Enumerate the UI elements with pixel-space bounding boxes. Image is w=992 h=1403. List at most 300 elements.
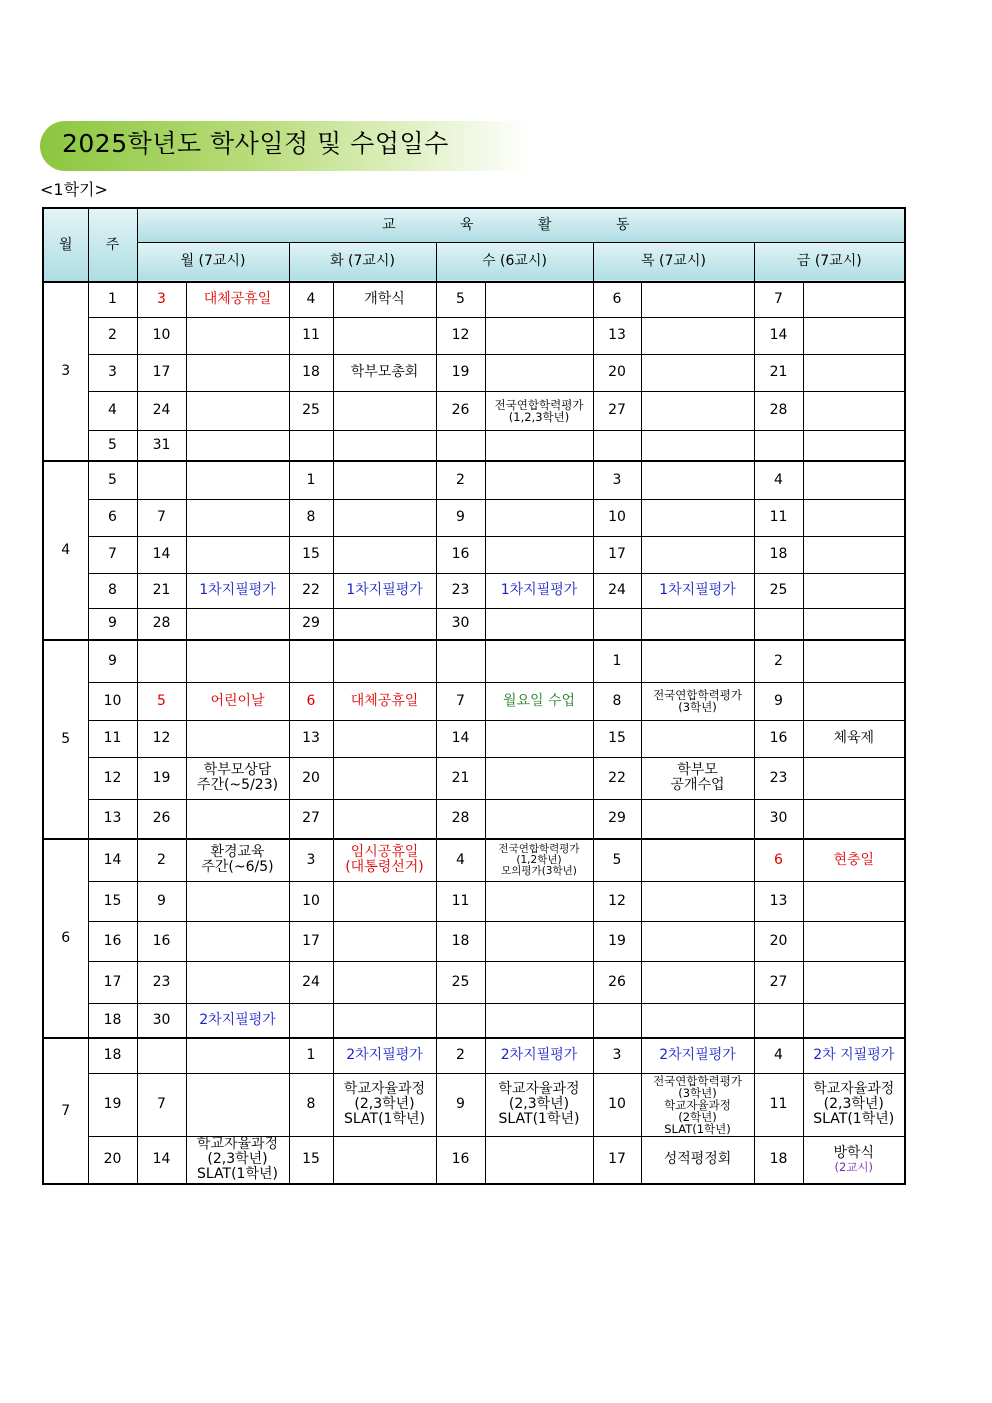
date-cell: 3	[137, 282, 186, 317]
event-cell	[641, 881, 754, 921]
date-cell	[593, 1003, 641, 1038]
event-cell	[186, 461, 289, 499]
date-cell: 3	[593, 1038, 641, 1073]
date-cell: 15	[289, 536, 333, 573]
event-cell	[333, 536, 436, 573]
event-cell	[803, 1136, 905, 1184]
header-day-wed: 수 (6교시)	[436, 242, 593, 282]
date-cell: 24	[593, 573, 641, 608]
week-cell: 2	[88, 317, 137, 354]
date-cell: 30	[137, 1003, 186, 1038]
date-cell: 10	[593, 1073, 641, 1136]
event-label: 성적평정회	[663, 1151, 732, 1168]
event-cell	[333, 720, 436, 757]
event-note: (2교시)	[834, 1160, 874, 1175]
event-label: 1차지필평가	[659, 582, 736, 598]
event-cell	[186, 682, 289, 720]
date-cell: 4	[436, 839, 485, 881]
event-cell	[333, 1003, 436, 1038]
event-cell	[641, 961, 754, 1003]
date-cell: 8	[593, 682, 641, 720]
event-cell	[333, 391, 436, 430]
table-row	[43, 354, 905, 391]
event-cell	[641, 430, 754, 461]
date-cell: 29	[593, 799, 641, 839]
event-label: 방학식	[833, 1145, 875, 1162]
date-cell: 30	[436, 608, 485, 640]
week-cell: 16	[88, 921, 137, 961]
event-cell	[641, 391, 754, 430]
date-cell: 11	[436, 881, 485, 921]
date-cell: 11	[754, 499, 803, 536]
week-cell: 19	[88, 1073, 137, 1136]
event-cell	[641, 720, 754, 757]
event-cell	[641, 499, 754, 536]
event-cell	[803, 640, 905, 682]
event-cell	[485, 640, 593, 682]
date-cell: 7	[754, 282, 803, 317]
table-row	[43, 921, 905, 961]
event-label: 전국연합학력평가 (1,2학년) 모의평가(3학년)	[498, 842, 580, 877]
date-cell	[754, 430, 803, 461]
event-label: 학교자율과정 (2,3학년) SLAT(1학년)	[498, 1081, 580, 1127]
week-cell: 3	[88, 354, 137, 391]
date-cell	[289, 1003, 333, 1038]
header-day-fri: 금 (7교시)	[754, 242, 905, 282]
date-cell: 7	[137, 1073, 186, 1136]
month-cell: 7	[43, 1038, 88, 1184]
date-cell: 20	[289, 757, 333, 799]
date-cell: 19	[593, 921, 641, 961]
date-cell: 28	[436, 799, 485, 839]
week-cell: 13	[88, 799, 137, 839]
event-cell	[803, 839, 905, 881]
date-cell: 5	[436, 282, 485, 317]
date-cell: 14	[754, 317, 803, 354]
event-cell	[485, 573, 593, 608]
event-label: 학교자율과정 (2,3학년) SLAT(1학년)	[343, 1081, 426, 1127]
week-cell: 6	[88, 499, 137, 536]
event-label: 전국연합학력평가 (1,2,3학년)	[494, 397, 584, 424]
date-cell: 16	[137, 921, 186, 961]
table-row	[43, 757, 905, 799]
event-cell	[485, 282, 593, 317]
event-cell	[186, 881, 289, 921]
event-cell	[803, 430, 905, 461]
date-cell	[754, 1003, 803, 1038]
event-cell	[485, 1038, 593, 1073]
table-row	[43, 1038, 905, 1073]
date-cell: 3	[593, 461, 641, 499]
semester-label: <1학기>	[40, 180, 108, 199]
table-row	[43, 430, 905, 461]
event-label: 월요일 수업	[502, 692, 576, 709]
header-month: 월	[43, 208, 88, 282]
event-cell	[803, 921, 905, 961]
date-cell: 12	[436, 317, 485, 354]
event-cell	[485, 757, 593, 799]
date-cell: 13	[754, 881, 803, 921]
date-cell: 2	[137, 839, 186, 881]
date-cell: 15	[289, 1136, 333, 1184]
event-cell	[803, 961, 905, 1003]
date-cell: 23	[436, 573, 485, 608]
header-week: 주	[88, 208, 137, 282]
event-cell	[641, 921, 754, 961]
date-cell	[754, 608, 803, 640]
event-cell	[186, 430, 289, 461]
table-row	[43, 1136, 905, 1184]
event-cell	[485, 499, 593, 536]
event-cell	[641, 640, 754, 682]
event-cell	[485, 682, 593, 720]
date-cell: 9	[137, 881, 186, 921]
date-cell: 1	[593, 640, 641, 682]
event-label: 2차지필평가	[659, 1047, 736, 1064]
date-cell	[289, 430, 333, 461]
event-cell	[485, 1136, 593, 1184]
date-cell	[593, 430, 641, 461]
date-cell: 2	[436, 461, 485, 499]
date-cell	[137, 640, 186, 682]
date-cell: 16	[754, 720, 803, 757]
event-cell	[803, 573, 905, 608]
event-cell	[641, 573, 754, 608]
event-cell	[333, 881, 436, 921]
table-row	[43, 961, 905, 1003]
date-cell: 8	[289, 1073, 333, 1136]
week-cell: 17	[88, 961, 137, 1003]
event-cell	[803, 354, 905, 391]
event-label: 대체공휴일	[350, 692, 419, 709]
date-cell: 16	[436, 1136, 485, 1184]
week-cell: 18	[88, 1003, 137, 1038]
date-cell: 4	[754, 1038, 803, 1073]
date-cell: 1	[289, 461, 333, 499]
date-cell: 13	[593, 317, 641, 354]
date-cell: 31	[137, 430, 186, 461]
table-row	[43, 499, 905, 536]
table-row	[43, 720, 905, 757]
date-cell: 18	[754, 536, 803, 573]
event-cell	[186, 1136, 289, 1184]
date-cell: 27	[593, 391, 641, 430]
event-cell	[333, 640, 436, 682]
date-cell: 17	[289, 921, 333, 961]
event-label: 2차지필평가	[199, 1011, 276, 1028]
event-cell	[641, 282, 754, 317]
event-cell	[803, 757, 905, 799]
date-cell: 24	[289, 961, 333, 1003]
event-cell	[803, 317, 905, 354]
event-cell	[803, 881, 905, 921]
table-row	[43, 461, 905, 499]
date-cell: 2	[436, 1038, 485, 1073]
month-cell: 5	[43, 640, 88, 839]
date-cell	[436, 1003, 485, 1038]
event-cell	[803, 461, 905, 499]
event-cell	[186, 720, 289, 757]
event-cell	[333, 1038, 436, 1073]
event-cell	[333, 317, 436, 354]
date-cell: 9	[754, 682, 803, 720]
event-cell	[186, 608, 289, 640]
date-cell: 5	[137, 682, 186, 720]
event-label: 1차지필평가	[199, 582, 276, 598]
header-activities-label: 교 육 활 동	[382, 216, 660, 233]
date-cell: 26	[137, 799, 186, 839]
date-cell: 21	[436, 757, 485, 799]
event-cell	[186, 317, 289, 354]
event-label: 2차지필평가	[500, 1047, 578, 1064]
week-cell: 20	[88, 1136, 137, 1184]
event-cell	[186, 282, 289, 317]
event-label: 2차 지필평가	[813, 1047, 895, 1064]
event-label: 전국연합학력평가 (3학년)	[653, 688, 742, 714]
date-cell: 17	[137, 354, 186, 391]
date-cell	[137, 1038, 186, 1073]
table-row	[43, 282, 905, 317]
date-cell: 11	[754, 1073, 803, 1136]
date-cell: 28	[137, 608, 186, 640]
event-cell	[333, 839, 436, 881]
event-label: 전국연합학력평가 (3학년) 학교자율과정 (2학년) SLAT(1학년)	[653, 1073, 742, 1136]
date-cell	[436, 430, 485, 461]
date-cell: 24	[137, 391, 186, 430]
table-row	[43, 1003, 905, 1038]
month-cell: 6	[43, 839, 88, 1038]
event-cell	[485, 608, 593, 640]
date-cell: 25	[289, 391, 333, 430]
event-cell	[803, 1073, 905, 1136]
event-cell	[186, 640, 289, 682]
event-cell	[485, 391, 593, 430]
date-cell: 29	[289, 608, 333, 640]
date-cell: 9	[436, 499, 485, 536]
event-cell	[641, 839, 754, 881]
date-cell: 18	[289, 354, 333, 391]
table-row	[43, 391, 905, 430]
date-cell	[289, 640, 333, 682]
week-cell: 5	[88, 430, 137, 461]
date-cell	[436, 640, 485, 682]
date-cell: 4	[754, 461, 803, 499]
event-cell	[803, 499, 905, 536]
week-cell: 14	[88, 839, 137, 881]
week-cell: 4	[88, 391, 137, 430]
date-cell: 2	[754, 640, 803, 682]
event-cell	[641, 1003, 754, 1038]
event-cell	[485, 430, 593, 461]
table-row	[43, 1073, 905, 1136]
date-cell: 19	[137, 757, 186, 799]
date-cell: 23	[137, 961, 186, 1003]
event-label: 학교자율과정 (2,3학년) SLAT(1학년)	[196, 1136, 279, 1183]
date-cell: 19	[436, 354, 485, 391]
event-label: 어린이날	[210, 692, 265, 709]
event-cell	[485, 354, 593, 391]
table-row	[43, 608, 905, 640]
event-cell	[333, 799, 436, 839]
event-label: 현충일	[833, 851, 875, 868]
event-cell	[186, 961, 289, 1003]
event-label: 개학식	[364, 291, 405, 308]
date-cell: 3	[289, 839, 333, 881]
event-cell	[186, 354, 289, 391]
event-cell	[485, 720, 593, 757]
table-row	[43, 536, 905, 573]
event-cell	[485, 1003, 593, 1038]
event-cell	[641, 608, 754, 640]
date-cell: 20	[593, 354, 641, 391]
event-cell	[803, 282, 905, 317]
event-cell	[333, 682, 436, 720]
table-row	[43, 839, 905, 881]
date-cell: 18	[754, 1136, 803, 1184]
date-cell: 18	[436, 921, 485, 961]
event-cell	[485, 799, 593, 839]
event-label: 1차지필평가	[346, 582, 423, 598]
event-cell	[641, 757, 754, 799]
table-row	[43, 881, 905, 921]
event-label: 학교자율과정 (2,3학년) SLAT(1학년)	[813, 1081, 895, 1127]
date-cell: 15	[593, 720, 641, 757]
event-cell	[186, 921, 289, 961]
event-label: 2차지필평가	[346, 1047, 423, 1064]
event-cell	[333, 282, 436, 317]
event-label: 학부모상담 주간(~5/23)	[196, 762, 279, 793]
date-cell: 12	[593, 881, 641, 921]
date-cell: 1	[289, 1038, 333, 1073]
event-cell	[333, 608, 436, 640]
date-cell: 14	[436, 720, 485, 757]
month-cell: 4	[43, 461, 88, 640]
week-cell: 9	[88, 608, 137, 640]
date-cell: 7	[436, 682, 485, 720]
date-cell: 26	[436, 391, 485, 430]
date-cell: 23	[754, 757, 803, 799]
event-cell	[485, 461, 593, 499]
date-cell: 7	[137, 499, 186, 536]
week-cell: 11	[88, 720, 137, 757]
event-cell	[186, 839, 289, 881]
date-cell: 6	[754, 839, 803, 881]
event-label: 환경교육 주간(~6/5)	[201, 844, 274, 876]
date-cell: 22	[593, 757, 641, 799]
event-cell	[333, 499, 436, 536]
event-cell	[485, 1073, 593, 1136]
date-cell	[137, 461, 186, 499]
event-cell	[485, 921, 593, 961]
date-cell: 17	[593, 536, 641, 573]
week-cell: 10	[88, 682, 137, 720]
table-row	[43, 573, 905, 608]
week-cell: 1	[88, 282, 137, 317]
event-cell	[803, 682, 905, 720]
event-cell	[333, 921, 436, 961]
event-cell	[803, 608, 905, 640]
month-cell: 3	[43, 282, 88, 461]
event-label: 1차지필평가	[500, 582, 578, 598]
date-cell: 17	[593, 1136, 641, 1184]
week-cell: 5	[88, 461, 137, 499]
event-cell	[333, 757, 436, 799]
date-cell: 5	[593, 839, 641, 881]
date-cell: 27	[289, 799, 333, 839]
event-cell	[333, 1136, 436, 1184]
date-cell: 14	[137, 1136, 186, 1184]
table-row	[43, 799, 905, 839]
week-cell: 15	[88, 881, 137, 921]
date-cell: 6	[289, 682, 333, 720]
header-day-mon: 월 (7교시)	[137, 242, 289, 282]
schedule-table	[42, 207, 906, 1185]
header-activities	[137, 208, 905, 242]
week-cell: 9	[88, 640, 137, 682]
event-cell	[485, 881, 593, 921]
event-cell	[641, 1038, 754, 1073]
date-cell: 20	[754, 921, 803, 961]
date-cell: 10	[593, 499, 641, 536]
event-cell	[333, 354, 436, 391]
event-cell	[803, 799, 905, 839]
date-cell: 12	[137, 720, 186, 757]
header-day-tue: 화 (7교시)	[289, 242, 436, 282]
event-cell	[186, 573, 289, 608]
event-cell	[333, 461, 436, 499]
date-cell: 16	[436, 536, 485, 573]
event-cell	[803, 1038, 905, 1073]
table-row	[43, 317, 905, 354]
date-cell	[593, 608, 641, 640]
date-cell: 21	[137, 573, 186, 608]
event-cell	[485, 317, 593, 354]
table-row	[43, 640, 905, 682]
event-cell	[186, 1003, 289, 1038]
event-cell	[641, 682, 754, 720]
event-cell	[485, 839, 593, 881]
week-cell: 8	[88, 573, 137, 608]
date-cell: 14	[137, 536, 186, 573]
event-cell	[641, 317, 754, 354]
header-day-thu: 목 (7교시)	[593, 242, 754, 282]
date-cell: 28	[754, 391, 803, 430]
date-cell: 21	[754, 354, 803, 391]
date-cell: 25	[436, 961, 485, 1003]
event-cell	[641, 1136, 754, 1184]
event-cell	[333, 961, 436, 1003]
event-cell	[803, 1003, 905, 1038]
event-cell	[641, 354, 754, 391]
event-label: 체육제	[833, 730, 875, 746]
table-row	[43, 682, 905, 720]
event-cell	[641, 461, 754, 499]
date-cell: 6	[593, 282, 641, 317]
date-cell: 25	[754, 573, 803, 608]
date-cell: 26	[593, 961, 641, 1003]
event-cell	[186, 799, 289, 839]
week-cell: 18	[88, 1038, 137, 1073]
date-cell: 27	[754, 961, 803, 1003]
date-cell: 13	[289, 720, 333, 757]
date-cell: 8	[289, 499, 333, 536]
event-cell	[803, 536, 905, 573]
event-cell	[333, 430, 436, 461]
date-cell: 9	[436, 1073, 485, 1136]
event-cell	[641, 799, 754, 839]
page-title: 2025학년도 학사일정 및 수업일수	[62, 129, 449, 158]
event-cell	[803, 391, 905, 430]
